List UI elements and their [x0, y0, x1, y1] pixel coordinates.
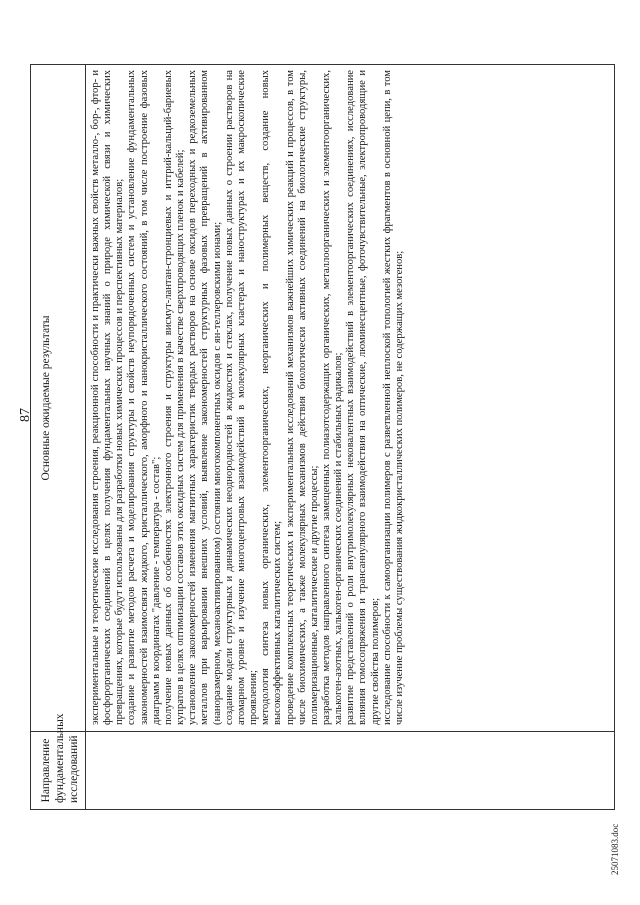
results-cell [86, 65, 615, 732]
result-item: развитие представлений о роли внутримолекулярных нековалентных взаимодействий в элементоорганических соединениях, исследование влияния гомосопряжения и трансаннулярного взаимодействия на оптические, люминесцентные, фоточувствительные, электропроводящие и другие свойства полимеров; [345, 70, 381, 725]
result-item: исследование способности к самоорганизации полимеров с разветвленной неплоской топологией жестких фрагментов в основной цепи, в том числе изучение проблемы существования жидкокристаллических полимеров, не содержащих мезогенов; [381, 70, 405, 725]
header-direction: Направление фундаментальных исследований [31, 732, 86, 810]
result-item: создание модели структурных и динамических неоднородностей в жидкостях и стеклах, получение новых данных о строении растворов на атомарном уровне и изучение многоцентровых взаимодействий в молекулярных кластерах и наноструктурах и их макроскопические проявления; [223, 70, 260, 725]
result-item: экспериментальные и теоретические исследования строения, реакционной способности и практически важных свойств металло-, бор-, фтор- и фосфорорганических соединений в целях получения фундаментальных научных знаний о природе химической связи и химических превращениях, которые будут использованы для разработки новых химических процессов и перспективных материалов; [90, 70, 126, 725]
result-item: проведение комплексных теоретических и экспериментальных исследований механизмов важнейших химических реакций и процессов, в том числе биохимических, а также молекулярных механизмов действия биологически активных соединений на биологические структуры, полимеризационные, каталитические и другие процессы; [284, 70, 320, 725]
file-name-label: 25071083.doc [610, 823, 620, 875]
page-number: 87 [18, 408, 33, 422]
result-item: создание и развитие методов расчета и моделирования структуры и свойств неупорядоченных систем и установление фундаментальных закономерностей взаимосвязи жидкого, кристаллического, аморфного и нанокристаллического состояний, в том числе построение фазовых диаграмм в координатах "давление - температура - состав"; [126, 70, 162, 725]
direction-cell [86, 732, 615, 810]
directions-table [30, 64, 615, 810]
table-body-row [86, 65, 615, 810]
table-header-row [31, 65, 86, 810]
result-item: разработка методов направленного синтеза замещенных полиазотсодержащих органических, металлоорганических и элементоорганических, халькоген-азотных, халькоген-органических соединений и стабильных радикалов; [320, 70, 345, 725]
result-item: получение новых данных об особенностях электронного строения и структуры висмут-лантан-стронциевых и иттрий-кальций-бариевых купратов в целях оптимизации составов этих оксидных систем для применения в качестве сверхпроводящих пленок и кабелей; [162, 70, 187, 725]
result-item: методология синтеза новых органических, элементоорганических, неорганических и полимерных веществ, создание новых высокоэффективных каталитических систем; [260, 70, 284, 725]
result-item: установление закономерностей изменения магнитных характеристик твердых растворов на основе оксидов переходных и редкоземельных металлов при варьировании внешних условий, выявление закономерностей структурных фазовых превращений в активированном (наноразмерном, механоактивированном) состоянии многокомпонентных оксидов с ян-теллеровскими ионами; [187, 70, 223, 725]
header-results: Основные ожидаемые результаты [31, 65, 86, 732]
